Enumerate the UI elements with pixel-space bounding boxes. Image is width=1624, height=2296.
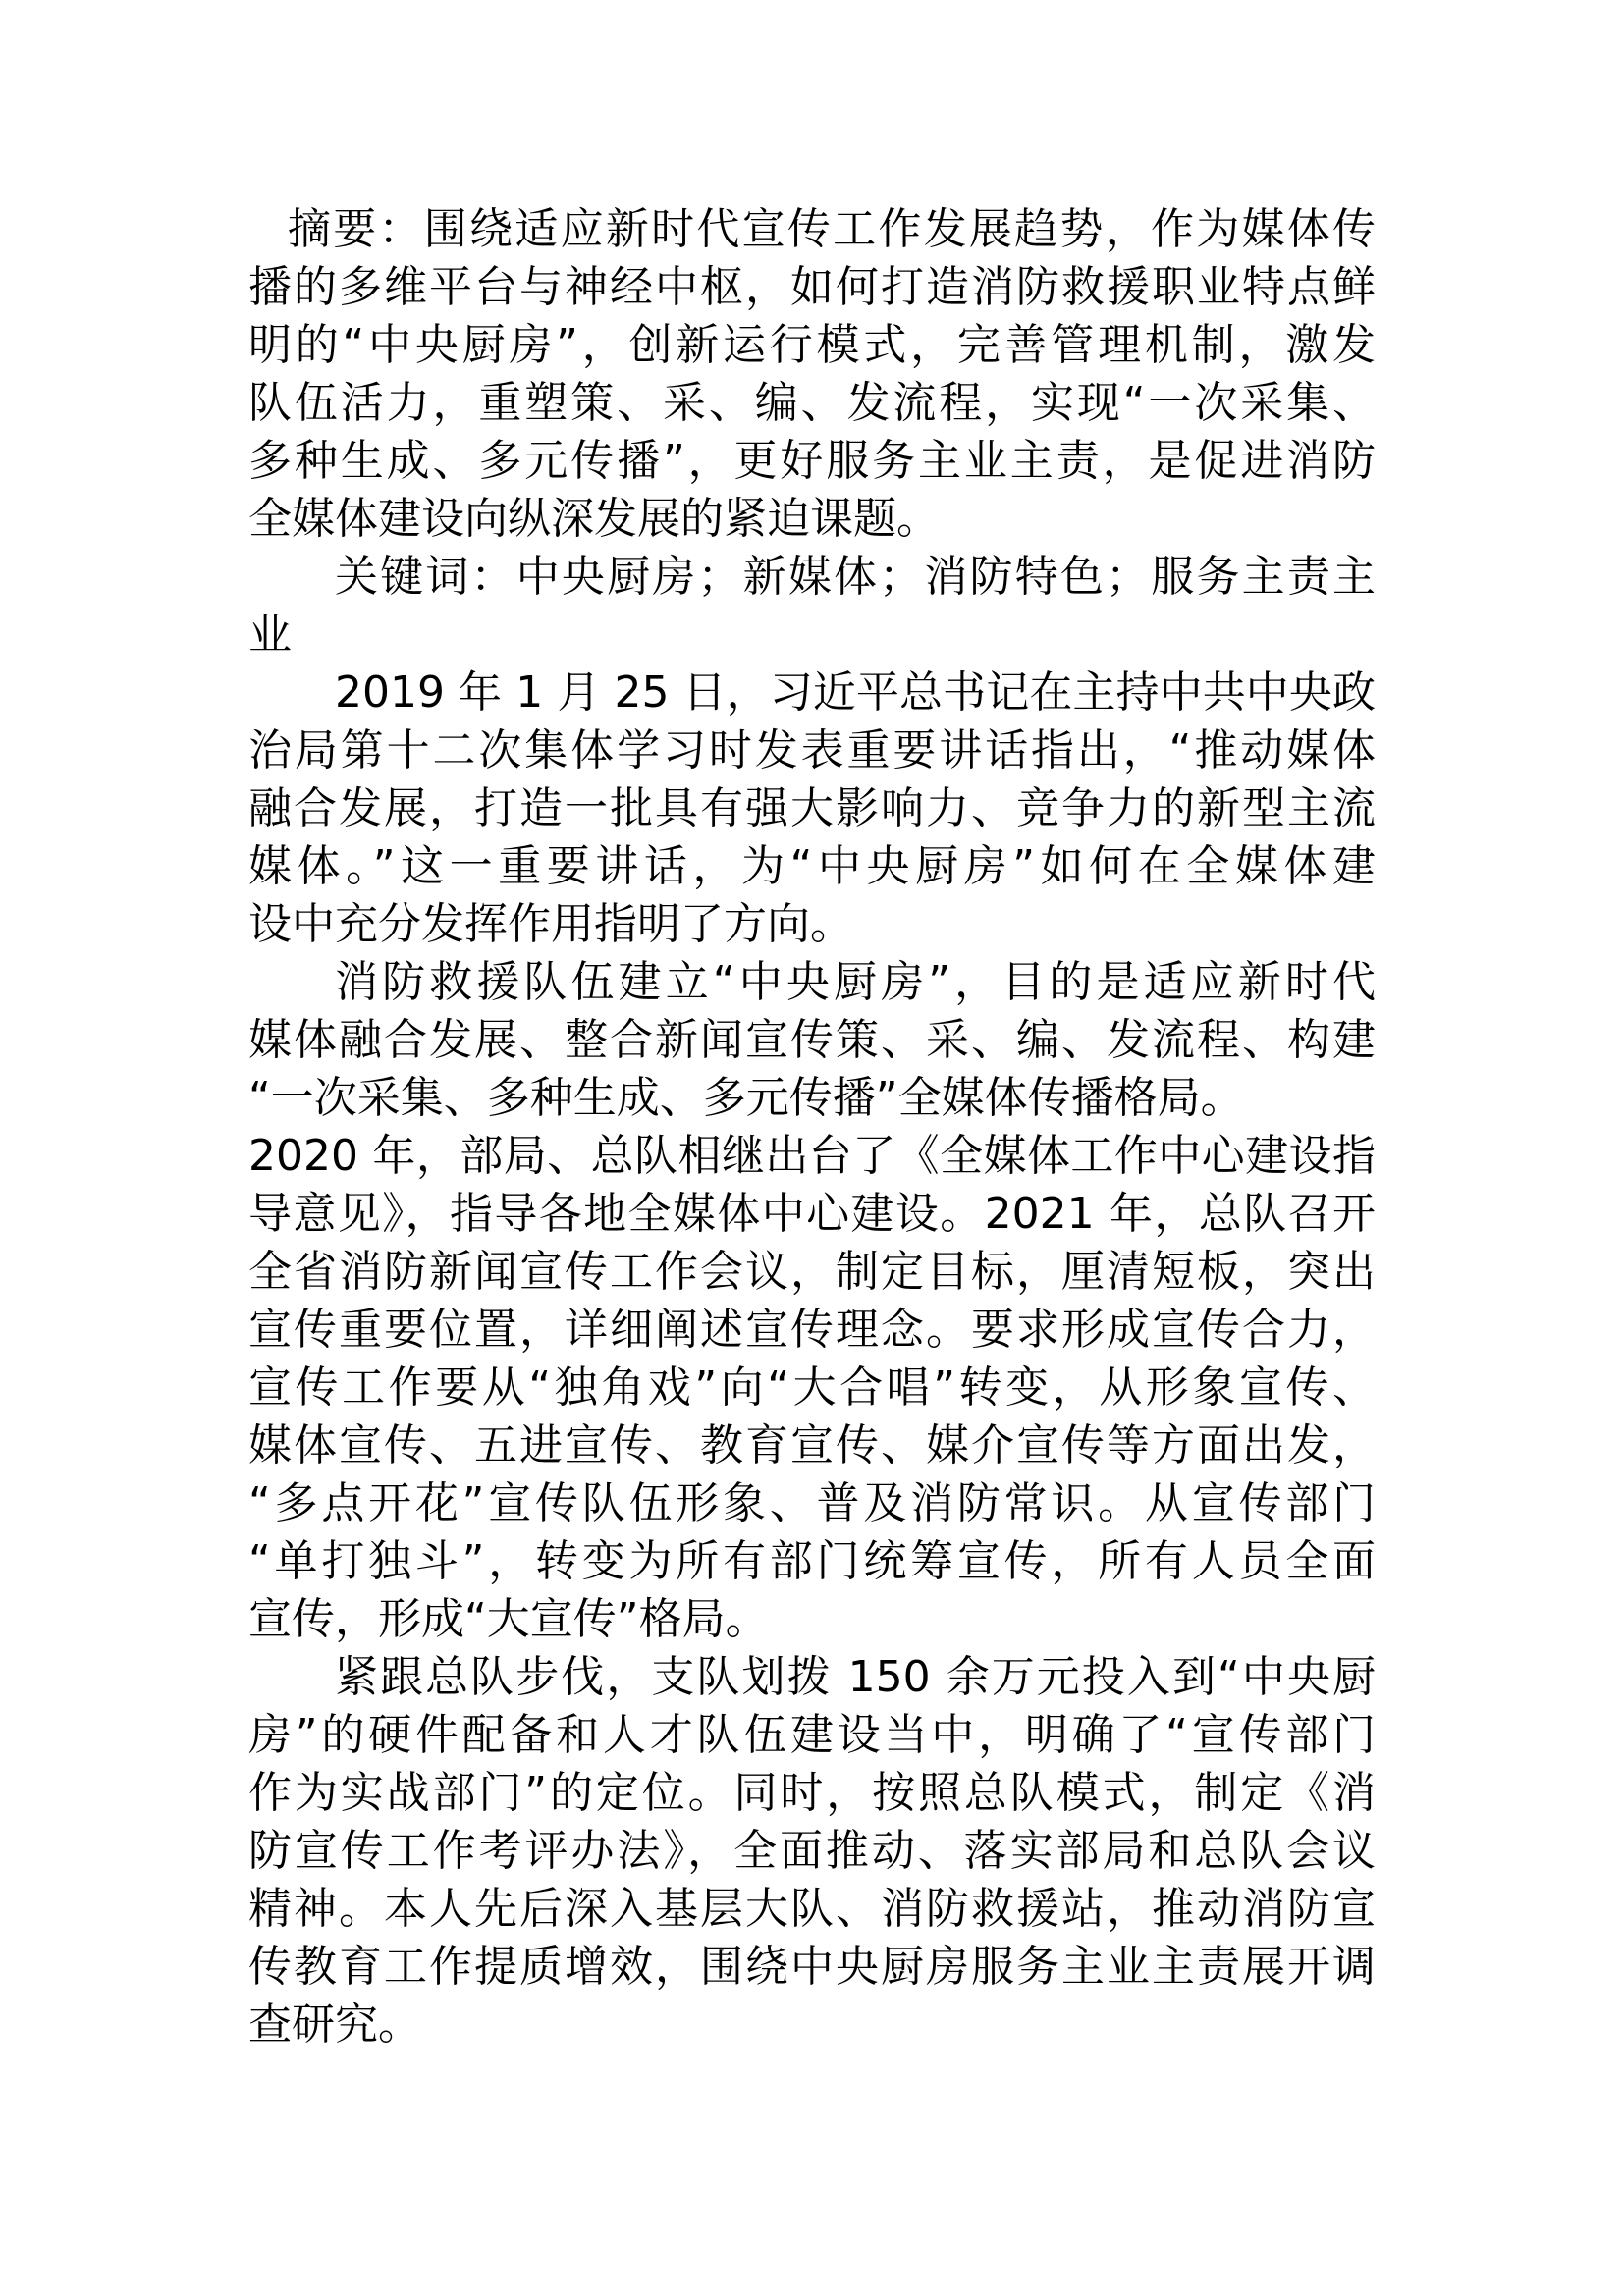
text-line: 队伍活力，重塑策、采、编、发流程，实现“一次采集、 <box>248 378 1376 428</box>
text-line: 播的多维平台与神经中枢，如何打造消防救援职业特点鲜 <box>248 262 1376 312</box>
text-line: 房”的硬件配备和人才队伍建设当中，明确了“宣传部门 <box>248 1710 1376 1760</box>
text-line: 防宣传工作考评办法》，全面推动、落实部局和总队会议 <box>248 1826 1376 1876</box>
text-line: 媒体。”这一重要讲话，为“中央厨房”如何在全媒体建 <box>248 841 1376 891</box>
body-paragraph <box>248 953 1376 1648</box>
text-line: “一次采集、多种生成、多元传播”全媒体传播格局。 <box>248 1073 1244 1123</box>
text-line: 媒体宣传、五进宣传、教育宣传、媒介宣传等方面出发， <box>248 1420 1376 1470</box>
text-line: 治局第十二次集体学习时发表重要讲话指出，“推动媒体 <box>248 725 1376 775</box>
text-line: 业 <box>248 610 292 660</box>
text-line: 2020 年，部局、总队相继出台了《全媒体工作中心建设指 <box>248 1131 1376 1181</box>
text-line: 关键词：中央厨房；新媒体；消防特色；服务主责主 <box>335 552 1376 602</box>
text-line: 设中充分发挥作用指明了方向。 <box>248 899 853 949</box>
keywords-paragraph <box>248 548 1376 664</box>
text-line: 多种生成、多元传播”，更好服务主业主责，是促进消防 <box>248 436 1376 486</box>
text-line: 宣传，形成“大宣传”格局。 <box>248 1594 769 1644</box>
document-body <box>248 200 1376 2054</box>
text-line: “单打独斗”，转变为所有部门统筹宣传，所有人员全面 <box>248 1536 1376 1586</box>
text-line: 媒体融合发展、整合新闻宣传策、采、编、发流程、构建 <box>248 1015 1376 1065</box>
text-line: 作为实战部门”的定位。同时，按照总队模式，制定《消 <box>248 1768 1376 1818</box>
abstract-paragraph <box>248 200 1376 548</box>
body-paragraph <box>248 664 1376 953</box>
text-line: 摘要：围绕适应新时代宣传工作发展趋势，作为媒体传 <box>288 204 1376 254</box>
body-paragraph <box>248 1648 1376 2054</box>
text-line: 宣传工作要从“独角戏”向“大合唱”转变，从形象宣传、 <box>248 1362 1376 1413</box>
text-line: 全媒体建设向纵深发展的紧迫课题。 <box>248 494 940 544</box>
text-line: 导意见》，指导各地全媒体中心建设。2021 年，总队召开 <box>248 1189 1376 1239</box>
text-line: 传教育工作提质增效，围绕中央厨房服务主业主责展开调 <box>248 1942 1376 1992</box>
text-line: 消防救援队伍建立“中央厨房”，目的是适应新时代 <box>335 957 1376 1007</box>
text-line: 融合发展，打造一批具有强大影响力、竞争力的新型主流 <box>248 783 1376 833</box>
text-line: 查研究。 <box>248 2000 421 2050</box>
text-line: 紧跟总队步伐，支队划拨 150 余万元投入到“中央厨 <box>335 1652 1376 1702</box>
text-line: 2019 年 1 月 25 日，习近平总书记在主持中共中央政 <box>335 667 1376 718</box>
text-line: 明的“中央厨房”，创新运行模式，完善管理机制，激发 <box>248 320 1376 370</box>
text-line: “多点开花”宣传队伍形象、普及消防常识。从宣传部门 <box>248 1478 1376 1528</box>
text-line: 精神。本人先后深入基层大队、消防救援站，推动消防宣 <box>248 1884 1376 1934</box>
text-line: 全省消防新闻宣传工作会议，制定目标，厘清短板，突出 <box>248 1247 1376 1297</box>
text-line: 宣传重要位置，详细阐述宣传理念。要求形成宣传合力， <box>248 1305 1376 1355</box>
